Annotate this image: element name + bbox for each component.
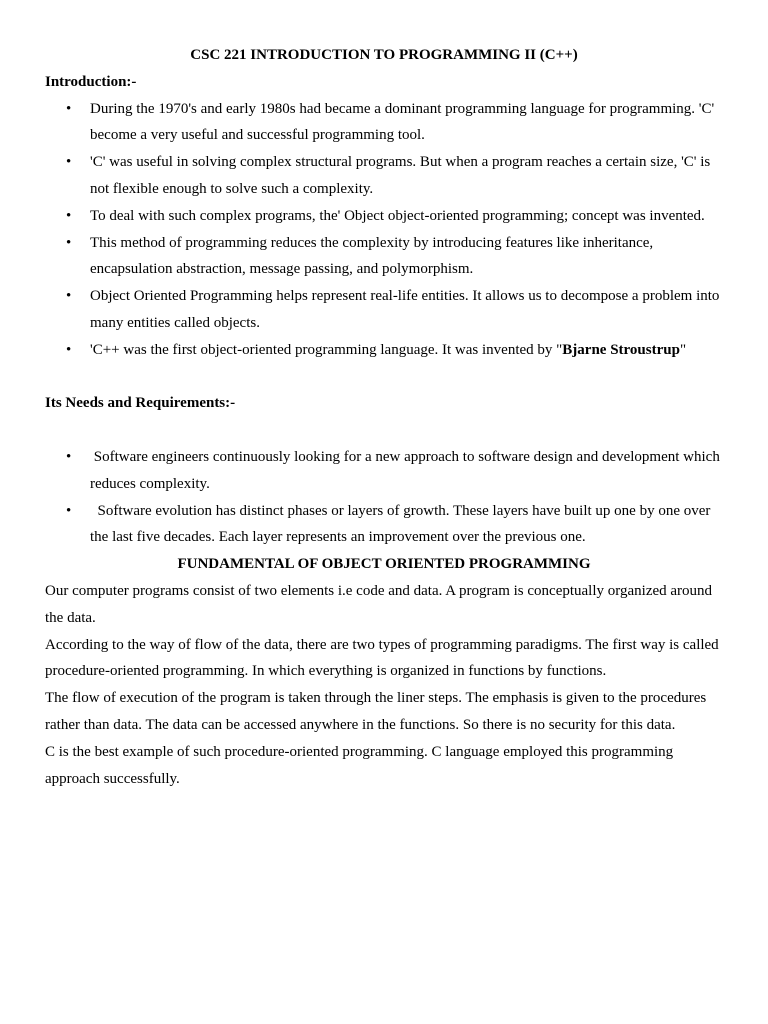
list-item-text: Object Oriented Programming helps represent real-life entities. It allows us to decompose a problem into many entities called objects. <box>90 288 720 331</box>
bullet-icon: • <box>66 341 72 358</box>
author-name: Bjarne Stroustrup <box>562 341 680 358</box>
list-item <box>45 203 723 230</box>
list-item-text: Software evolution has distinct phases or layers of growth. These layers have built up one by one over the last five decades. Each layer represents an improvement over the previous one. <box>90 502 715 546</box>
list-item-text: During the 1970's and early 1980s had became a dominant programming language for programming. 'C' become a very useful and successful programming tool. <box>90 100 715 144</box>
paragraph: According to the way of flow of the data, there are two types of programming paradigms. The first way is called procedure-oriented programming. In which everything is organized in functions by functions. <box>45 636 719 680</box>
bullet-icon: • <box>66 288 72 305</box>
list-item-text: Software engineers continuously looking for a new approach to software design and development which reduces complexity. <box>90 448 724 492</box>
spacer <box>45 364 723 391</box>
list-item <box>45 283 723 337</box>
list-item <box>45 444 723 498</box>
document-title: CSC 221 INTRODUCTION TO PROGRAMMING II (C++) <box>190 47 578 63</box>
needs-heading: Its Needs and Requirements:- <box>45 395 236 412</box>
bullet-icon: • <box>66 207 72 224</box>
paragraph: The flow of execution of the program is taken through the liner steps. The emphasis is given to the procedures rather than data. The data can be accessed anywhere in the functions. So there is no security for this data. <box>45 690 707 733</box>
list-item <box>45 498 723 552</box>
list-item-text: To deal with such complex programs, the' Object object-oriented programming; concept was invented. <box>90 207 705 224</box>
list-item-text: This method of programming reduces the complexity by introducing features like inheritance, encapsulation abstraction, message passing, and polymorphism. <box>90 234 654 278</box>
list-item-text-suffix: " <box>679 341 687 358</box>
bullet-icon: • <box>66 234 72 251</box>
list-item-text: 'C' was useful in solving complex structural programs. But when a program reaches a certain size, 'C' is not flexible enough to solve such a complexity. <box>90 154 711 197</box>
paragraph: C is the best example of such procedure-oriented programming. C language employed this programming approach successfully. <box>45 743 674 787</box>
list-item <box>45 96 723 150</box>
list-item <box>45 149 723 203</box>
paragraph: Our computer programs consist of two elements i.e code and data. A program is conceptually organized around the data. <box>45 582 713 626</box>
list-item <box>45 230 723 284</box>
bullet-icon: • <box>66 154 72 171</box>
bullet-icon: • <box>66 448 72 465</box>
introduction-bullet-list <box>45 96 723 364</box>
list-item-text-prefix: 'C++ was the first object-oriented programming language. It was invented by " <box>90 341 563 358</box>
list-item <box>45 337 723 364</box>
bullet-icon: • <box>66 100 72 117</box>
introduction-heading: Introduction:- <box>45 73 137 90</box>
needs-bullet-list <box>45 444 723 551</box>
spacer <box>45 417 723 444</box>
fundamentals-heading: FUNDAMENTAL OF OBJECT ORIENTED PROGRAMMING <box>177 556 591 573</box>
bullet-icon: • <box>66 502 72 519</box>
